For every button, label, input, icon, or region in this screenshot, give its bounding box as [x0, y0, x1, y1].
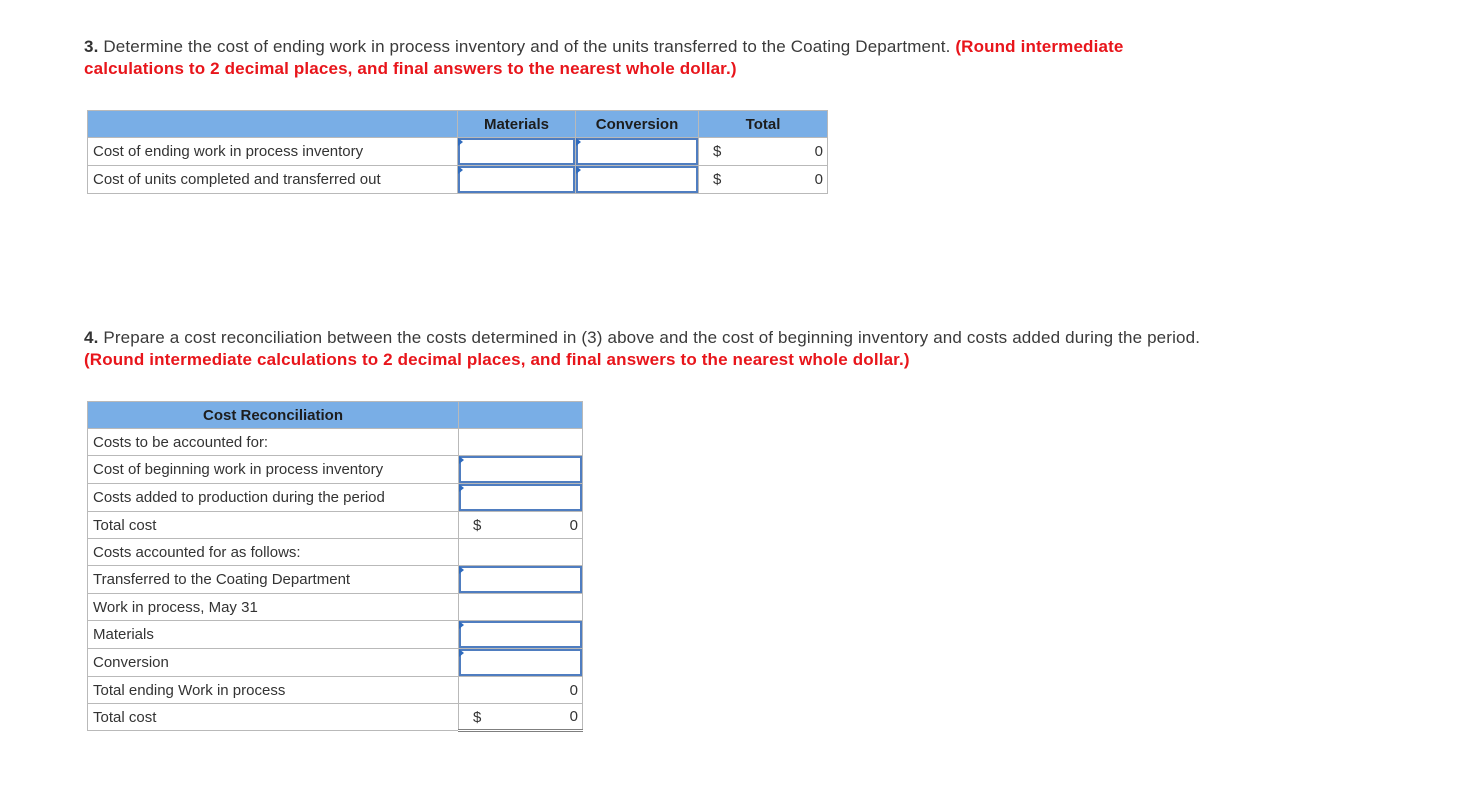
row-label: Materials [88, 621, 459, 649]
row-label: Transferred to the Coating Department [88, 566, 459, 594]
header-blank [459, 402, 583, 429]
total-value: 0 [814, 143, 823, 160]
table-row [88, 166, 828, 194]
rounding-instruction: (Round intermediate calculations to 2 decimal places, and final answers to the nearest whole dollar.) [84, 350, 910, 369]
value-cell [459, 512, 583, 539]
table-row [88, 649, 583, 677]
rounding-instruction: (Round intermediate calculations to 2 decimal places, and final answers to the nearest whole dollar.) [84, 37, 1124, 78]
cost-allocation-table [87, 110, 828, 194]
question-4 [84, 327, 1204, 371]
ending-wip-materials-input[interactable] [458, 138, 575, 165]
question-number: 3. [84, 37, 99, 56]
value-cell [459, 704, 583, 731]
table-row [88, 456, 583, 484]
table-row [88, 621, 583, 649]
header-cost-reconciliation: Cost Reconciliation [88, 402, 459, 429]
question-text: Determine the cost of ending work in process inventory and of the units transferred to the Coating Department. [98, 37, 956, 56]
row-label: Total ending Work in process [88, 677, 459, 704]
row-label: Total cost [88, 512, 459, 539]
row-label: Costs accounted for as follows: [88, 539, 459, 566]
row-label: Total cost [88, 704, 459, 731]
table-row [88, 512, 583, 539]
row-label: Cost of beginning work in process inventory [88, 456, 459, 484]
row-label: Conversion [88, 649, 459, 677]
total-value: 0 [814, 171, 823, 188]
total-ending-wip-value: 0 [569, 681, 578, 699]
row-label: Costs to be accounted for: [88, 429, 459, 456]
question-text: Prepare a cost reconciliation between the costs determined in (3) above and the cost of beginning inventory and costs added during the period. [98, 328, 1201, 347]
wip-conversion-input[interactable] [459, 649, 582, 676]
table-row [88, 677, 583, 704]
input-cell [459, 484, 583, 512]
input-cell [459, 566, 583, 594]
transferred-materials-input[interactable] [458, 166, 575, 193]
table-row [88, 566, 583, 594]
blank-cell [459, 594, 583, 621]
row-label: Cost of units completed and transferred out [88, 166, 458, 194]
row-label: Costs added to production during the period [88, 484, 459, 512]
total-cost-accounted-value: 0 [569, 708, 578, 725]
cost-reconciliation-table [87, 401, 583, 732]
input-cell [459, 649, 583, 677]
value-cell [459, 677, 583, 704]
wip-materials-input[interactable] [459, 621, 582, 648]
input-cell [459, 456, 583, 484]
conversion-cell [576, 166, 699, 194]
header-total: Total [699, 111, 828, 138]
total-cell [699, 166, 828, 194]
costs-added-input[interactable] [459, 484, 582, 511]
header-materials: Materials [458, 111, 576, 138]
conversion-cell [576, 138, 699, 166]
currency-symbol: $ [713, 143, 722, 160]
table-row [88, 429, 583, 456]
table-header-row [88, 402, 583, 429]
ending-wip-conversion-input[interactable] [576, 138, 698, 165]
table-header-row [88, 111, 828, 138]
table-row [88, 138, 828, 166]
row-label: Work in process, May 31 [88, 594, 459, 621]
currency-symbol: $ [473, 709, 482, 726]
table-row [88, 594, 583, 621]
header-blank [88, 111, 458, 138]
input-cell [459, 621, 583, 649]
transferred-to-coating-input[interactable] [459, 566, 582, 593]
question-number: 4. [84, 328, 99, 347]
table-row [88, 484, 583, 512]
total-cost-value: 0 [569, 516, 578, 534]
blank-cell [459, 539, 583, 566]
total-cell [699, 138, 828, 166]
question-3 [84, 36, 1184, 80]
currency-symbol: $ [713, 171, 722, 188]
transferred-conversion-input[interactable] [576, 166, 698, 193]
beginning-wip-cost-input[interactable] [459, 456, 582, 483]
blank-cell [459, 429, 583, 456]
materials-cell [458, 166, 576, 194]
materials-cell [458, 138, 576, 166]
header-conversion: Conversion [576, 111, 699, 138]
table-row [88, 539, 583, 566]
currency-symbol: $ [473, 517, 482, 534]
row-label: Cost of ending work in process inventory [88, 138, 458, 166]
table-row [88, 704, 583, 731]
